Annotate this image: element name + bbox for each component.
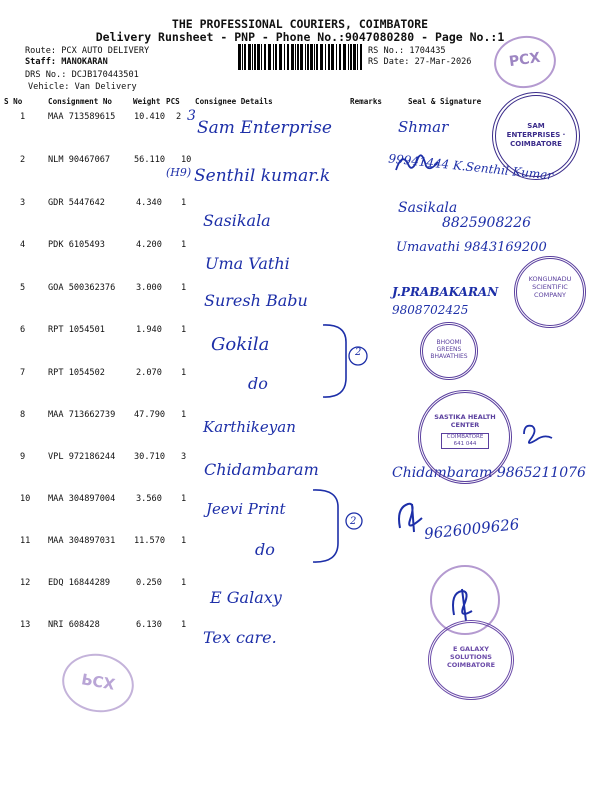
barcode-bar xyxy=(353,44,356,70)
runsheet-title: Delivery Runsheet - PNP - Phone No.:9047080280 - Page No.:1 xyxy=(95,30,505,44)
barcode-bar xyxy=(331,44,334,70)
barcode-bar xyxy=(287,44,289,70)
handwritten-consignee: Senthil kumar.k xyxy=(194,166,331,186)
signature-scribble xyxy=(518,420,558,450)
handwritten-consignee: Sasikala xyxy=(203,211,271,230)
col-sno: S No xyxy=(4,97,23,106)
cell-sno: 10 xyxy=(20,494,31,504)
barcode-bar xyxy=(310,44,313,70)
col-weight: Weight xyxy=(133,97,161,106)
handwritten-consignee: Gokila xyxy=(211,334,270,355)
seal-stamp-text: KONGUNADU SCIENTIFIC COMPANY xyxy=(528,275,572,299)
cell-sno: 12 xyxy=(20,578,31,588)
cell-pcs: 3 xyxy=(181,452,187,462)
barcode-bar xyxy=(300,44,303,70)
barcode-bar xyxy=(343,44,346,70)
col-seal: Seal & Signature xyxy=(408,97,482,106)
barcode-bar xyxy=(244,44,246,70)
col-consignee: Consignee Details xyxy=(195,97,273,106)
signature-phone: 8825908226 xyxy=(442,215,532,231)
barcode-bar xyxy=(242,44,243,70)
seal-stamp xyxy=(514,256,586,328)
rs-number: RS No.: 1704435 xyxy=(368,46,446,56)
cell-sno: 2 xyxy=(20,155,26,165)
signature: J.PRABAKARAN xyxy=(392,285,499,299)
cell-consignment: GOA 500362376 xyxy=(48,283,116,293)
cell-consignment: MAA 304897031 xyxy=(48,536,116,546)
signature-phone: 9808702425 xyxy=(392,303,469,317)
signature: 99941444 K.Senthil Kumar xyxy=(387,151,554,183)
signature: Chidambaram 9865211076 xyxy=(392,465,586,481)
cell-sno: 9 xyxy=(20,452,26,462)
handwritten-consignee: Tex care. xyxy=(203,628,277,647)
pcx-stamp-text: PCX xyxy=(508,49,542,71)
cell-consignment: RPT 1054501 xyxy=(48,325,105,335)
cell-consignment: NLM 90467067 xyxy=(48,155,111,165)
pcx-stamp-text: PCX xyxy=(80,669,117,693)
cell-weight: 3.000 xyxy=(136,283,162,293)
cell-sno: 3 xyxy=(20,198,26,208)
cell-weight: 4.200 xyxy=(136,240,162,250)
seal-stamp-text: BHOOMI GREENS BHAVATHIES xyxy=(430,339,468,360)
handwritten-consignee: Karthikeyan xyxy=(203,418,296,436)
cell-weight: 11.570 xyxy=(134,536,166,546)
cell-pcs: 1 xyxy=(181,410,187,420)
handwritten-bracket xyxy=(308,487,368,567)
handwritten-consignee: Sam Enterprise xyxy=(197,118,332,138)
cell-pcs: 1 xyxy=(181,578,187,588)
seal-stamp-text: SAM ENTERPRISES · COIMBATORE xyxy=(506,122,566,148)
barcode-bar xyxy=(295,44,296,70)
signature-scribble xyxy=(392,150,442,180)
col-remarks: Remarks xyxy=(350,97,383,106)
cell-weight: 6.130 xyxy=(136,620,162,630)
cell-sno: 7 xyxy=(20,368,26,378)
barcode-bar xyxy=(268,44,271,70)
route-label: Route: PCX AUTO DELIVERY xyxy=(25,46,150,56)
handwritten-count: 2 xyxy=(350,516,357,527)
cell-weight: 2.070 xyxy=(136,368,162,378)
barcode-bar xyxy=(257,44,260,70)
cell-sno: 5 xyxy=(20,283,26,293)
cell-sno: 11 xyxy=(20,536,31,546)
rs-date: RS Date: 27-Mar-2026 xyxy=(368,57,472,67)
handwritten-consignee: Suresh Babu xyxy=(204,291,308,310)
barcode-bar xyxy=(314,44,315,70)
signature: Sasikala xyxy=(398,200,458,216)
barcode-bar xyxy=(305,44,306,70)
cell-consignment: NRI 608428 xyxy=(48,620,100,630)
barcode-bar xyxy=(320,44,323,70)
cell-weight: 30.710 xyxy=(134,452,166,462)
cell-weight: 56.110 xyxy=(134,155,166,165)
cell-weight: 0.250 xyxy=(136,578,162,588)
cell-weight: 47.790 xyxy=(134,410,166,420)
cell-weight: 10.410 xyxy=(134,112,166,122)
barcode-bar xyxy=(307,44,309,70)
barcode-bar xyxy=(261,44,262,70)
cell-pcs: 2 xyxy=(176,112,182,122)
cell-weight: 1.940 xyxy=(136,325,162,335)
barcode-bar xyxy=(284,44,285,70)
cell-consignment: MAA 713662739 xyxy=(48,410,116,420)
barcode-bar xyxy=(360,44,362,70)
cell-weight: 4.340 xyxy=(136,198,162,208)
barcode-bar xyxy=(275,44,277,70)
staff-label: Staff: MANOKARAN xyxy=(25,57,108,67)
barcode-bar xyxy=(252,44,253,70)
company-name: THE PROFESSIONAL COURIERS, COIMBATORE xyxy=(171,17,429,31)
cell-sno: 1 xyxy=(20,112,26,122)
handwritten-count: 2 xyxy=(355,347,362,358)
barcode-bar xyxy=(273,44,274,70)
barcode-bar xyxy=(339,44,341,70)
barcode-bar xyxy=(316,44,318,70)
drs-number: DRS No.: DCJB170443501 xyxy=(25,70,139,80)
barcode-bar xyxy=(325,44,326,70)
cell-sno: 8 xyxy=(20,410,26,420)
barcode-bar xyxy=(297,44,299,70)
cell-pcs: 1 xyxy=(181,240,187,250)
col-consignment: Consignment No xyxy=(48,97,113,106)
seal-stamp xyxy=(418,390,512,484)
seal-stamp xyxy=(428,620,514,700)
vehicle-label: Vehicle: Van Delivery xyxy=(28,82,137,92)
barcode xyxy=(238,44,364,72)
seal-stamp-text: SASTIKA HEALTH CENTER xyxy=(434,413,496,429)
barcode-bar xyxy=(238,44,241,70)
cell-pcs: 1 xyxy=(181,620,187,630)
cell-pcs: 1 xyxy=(181,283,187,293)
cell-weight: 3.560 xyxy=(136,494,162,504)
cell-sno: 4 xyxy=(20,240,26,250)
handwritten-consignee: do xyxy=(248,374,268,393)
cell-sno: 13 xyxy=(20,620,31,630)
cell-consignment: RPT 1054502 xyxy=(48,368,105,378)
barcode-bar xyxy=(254,44,256,70)
barcode-bar xyxy=(248,44,251,70)
barcode-bar xyxy=(279,44,282,70)
cell-sno: 6 xyxy=(20,325,26,335)
handwritten-count: 3 xyxy=(187,108,196,124)
barcode-bar xyxy=(350,44,352,70)
col-pcs: PCS xyxy=(166,97,180,106)
handwritten-consignee: E Galaxy xyxy=(210,588,282,607)
seal-stamp-city: COIMBATORE 641 044 xyxy=(441,433,489,449)
handwritten-consignee: Uma Vathi xyxy=(205,254,290,273)
handwritten-consignee: Chidambaram xyxy=(204,460,319,479)
barcode-bar xyxy=(357,44,358,70)
cell-pcs: 1 xyxy=(181,494,187,504)
cell-pcs: 1 xyxy=(181,198,187,208)
cell-pcs: 1 xyxy=(181,536,187,546)
barcode-bar xyxy=(336,44,337,70)
cell-consignment: GDR 5447642 xyxy=(48,198,105,208)
signature: Shmar xyxy=(398,118,449,136)
cell-consignment: MAA 713589615 xyxy=(48,112,116,122)
cell-pcs: 1 xyxy=(181,368,187,378)
cell-consignment: MAA 304897004 xyxy=(48,494,116,504)
handwritten-consignee: Jeevi Print xyxy=(206,500,286,518)
seal-stamp xyxy=(420,322,478,380)
cell-consignment: PDK 6105493 xyxy=(48,240,105,250)
handwritten-count: (H9) xyxy=(166,166,192,179)
signature: Umavathi 9843169200 xyxy=(396,240,547,255)
cell-pcs: 1 xyxy=(181,325,187,335)
handwritten-bracket xyxy=(318,322,378,402)
barcode-bar xyxy=(264,44,266,70)
handwritten-consignee: do xyxy=(255,540,275,559)
seal-stamp-text: E GALAXY SOLUTIONS COIMBATORE xyxy=(446,645,496,669)
barcode-bar xyxy=(348,44,349,70)
barcode-bar xyxy=(291,44,294,70)
cell-consignment: VPL 972186244 xyxy=(48,452,116,462)
seal-stamp xyxy=(492,92,580,180)
cell-pcs: 10 xyxy=(181,155,192,165)
barcode-bar xyxy=(328,44,330,70)
signature-phone: 9626009626 xyxy=(423,515,521,543)
pcx-stamp xyxy=(58,648,139,718)
cell-consignment: EDQ 16844289 xyxy=(48,578,111,588)
signature-scribble xyxy=(392,498,432,538)
